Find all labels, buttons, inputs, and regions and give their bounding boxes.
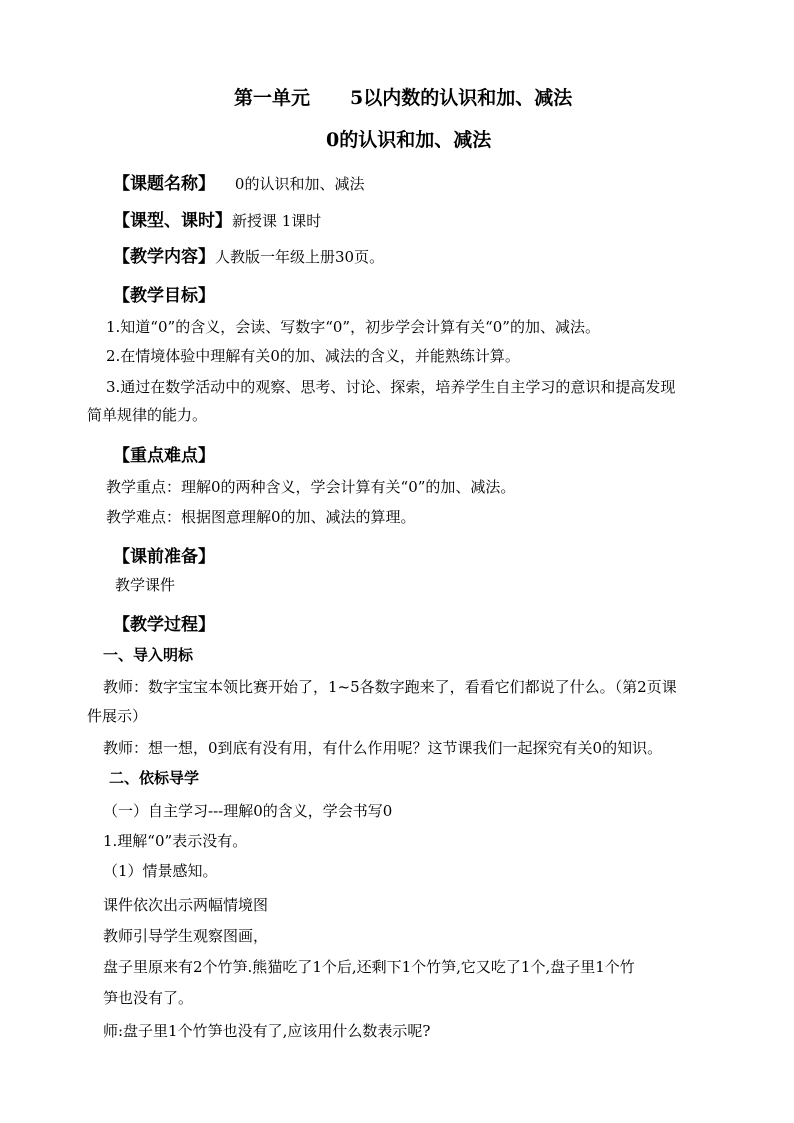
lesson-name-label: 【课题名称】 (113, 174, 215, 194)
lesson-name-row (113, 173, 364, 195)
unit-number: 第一单元 (234, 87, 311, 109)
goal-item-1: 1.知道“0”的含义，会读、写数字“0”，初步学会计算有关“0”的加、减法。 (106, 318, 600, 336)
content-row (113, 246, 384, 268)
section-2-heading: 二、依标导学 (109, 769, 200, 787)
subsection-1: （一）自主学习---理解0的含义，学会书写0 (103, 802, 393, 820)
lesson-line-4: 师:盘子里1个竹笋也没有了,应该用什么数表示呢? (103, 1022, 431, 1040)
preparation-heading: 【课前准备】 (113, 547, 215, 567)
paragraph-2: 教师：想一想，0到底有没有用，有什么作用呢？这节课我们一起探究有关0的知识。 (103, 739, 663, 757)
difficulty-text: 教学难点：根据图意理解0的加、减法的算理。 (106, 508, 416, 526)
goals-heading: 【教学目标】 (113, 286, 215, 306)
unit-topic: 5以内数的认识和加、减法 (350, 87, 573, 109)
paragraph-1-line-2: 件展示） (87, 707, 148, 725)
point-1: 1.理解“0”表示没有。 (103, 832, 248, 850)
goal-item-3-line-2: 简单规律的能力。 (87, 406, 208, 424)
lesson-line-3-part-1: 盘子里原来有2个竹笋.熊猫吃了1个后,还剩下1个竹笋,它又吃了1个,盘子里1个竹 (103, 958, 635, 976)
lesson-title: 0的认识和加、减法 (326, 129, 492, 151)
lesson-type-value: 新授课 1课时 (232, 212, 322, 230)
lesson-type-label: 【课型、课时】 (113, 211, 232, 231)
lesson-name-value: 0的认识和加、减法 (234, 175, 365, 193)
goal-item-2: 2.在情境体验中理解有关0的加、减法的含义，并能熟练计算。 (106, 347, 520, 365)
lesson-line-2: 教师引导学生观察图画， (103, 927, 269, 945)
lesson-line-1: 课件依次出示两幅情境图 (103, 896, 269, 914)
lesson-type-row (113, 210, 321, 232)
content-label: 【教学内容】 (113, 247, 215, 267)
goal-item-3-line-1: 3.通过在数学活动中的观察、思考、讨论、探索，培养学生自主学习的意识和提高发现 (106, 378, 676, 396)
unit-title (234, 86, 572, 110)
point-1-1: （1）情景感知。 (103, 862, 218, 880)
key-points-heading: 【重点难点】 (113, 446, 215, 466)
process-heading: 【教学过程】 (113, 615, 215, 635)
section-1-heading: 一、导入明标 (103, 646, 194, 664)
key-point-text: 教学重点：理解0的两种含义，学会计算有关“0”的加、减法。 (106, 478, 516, 496)
lesson-line-3-part-2: 笋也没有了。 (103, 989, 194, 1007)
paragraph-1-line-1: 教师：数字宝宝本领比赛开始了，1~5各数字跑来了，看看它们都说了什么。（第2页课 (103, 678, 677, 696)
preparation-value: 教学课件 (115, 576, 176, 594)
content-value: 人教版一年级上册30页。 (215, 248, 385, 266)
